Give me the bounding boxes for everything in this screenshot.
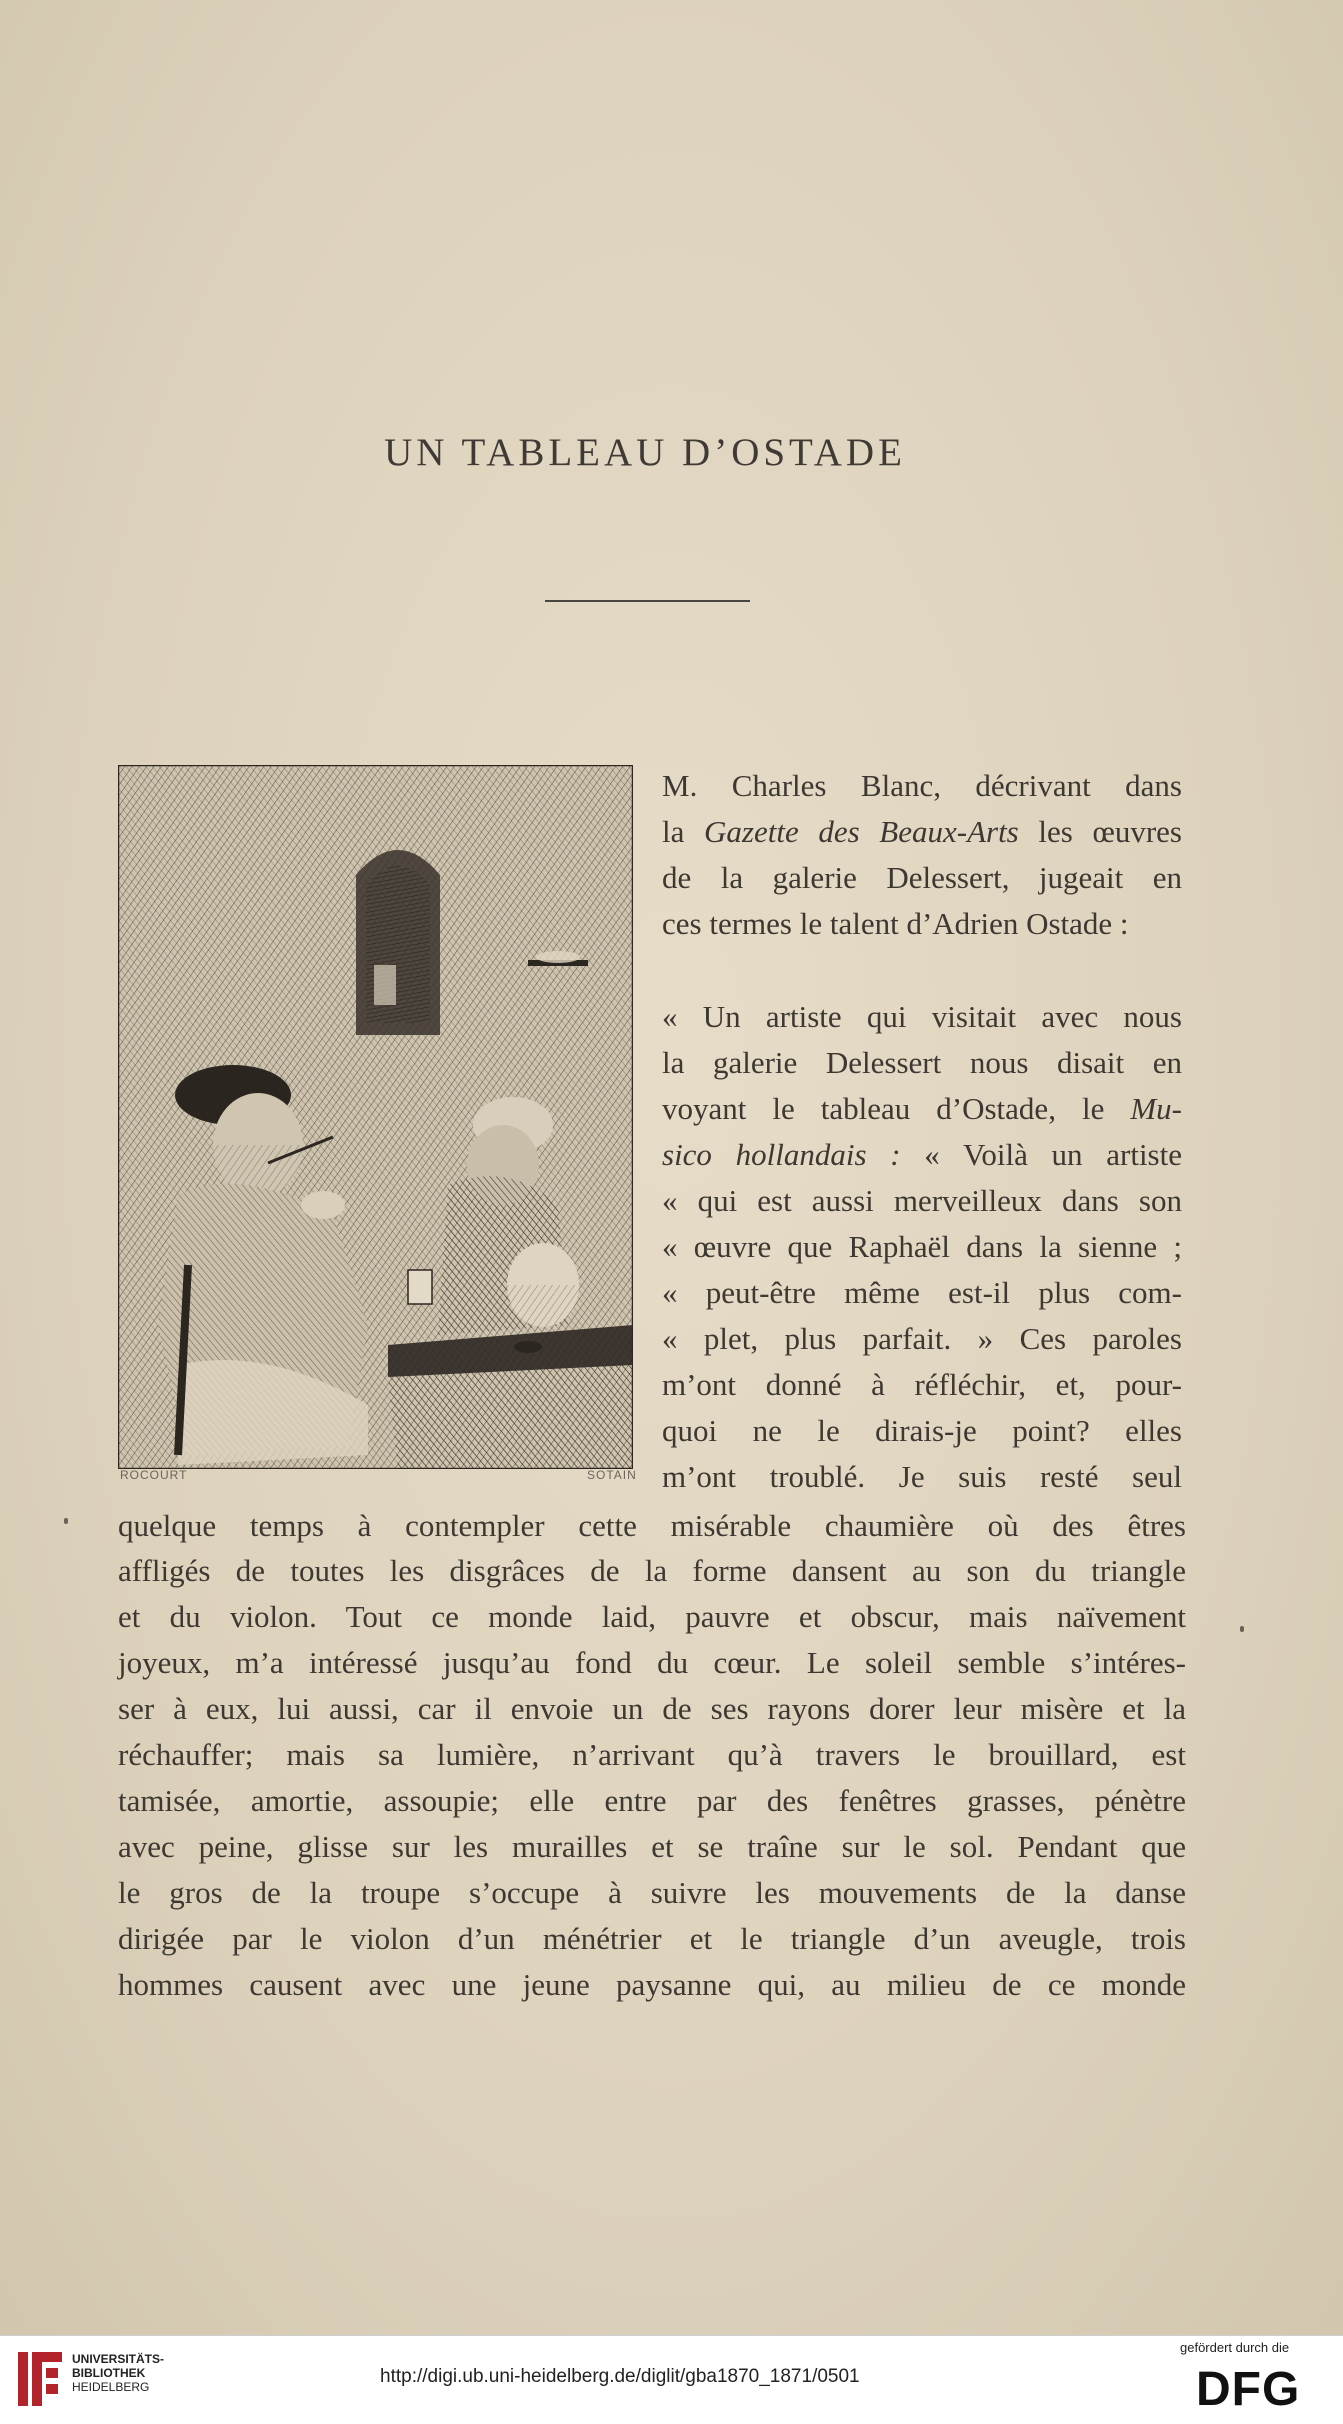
text-line — [662, 1270, 1182, 1316]
text-line — [662, 1362, 1182, 1408]
text-line — [118, 1732, 1186, 1778]
text-line — [118, 1686, 1186, 1732]
text-run: « œuvre que Raphaël dans la sienne ; — [662, 1229, 1182, 1264]
italic-text: Mu- — [1130, 1091, 1182, 1126]
text-line — [118, 1962, 1186, 2008]
text-line — [662, 809, 1182, 855]
text-run: la galerie Delessert nous disait en — [662, 1045, 1182, 1080]
text-run: « qui est aussi merveilleux dans son — [662, 1183, 1182, 1218]
text-run: et du violon. Tout ce monde laid, pauvre et obscur, mais naïvement — [118, 1599, 1186, 1634]
text-line — [662, 994, 1182, 1040]
text-run: la — [662, 814, 705, 849]
text-line — [662, 1224, 1182, 1270]
text-line — [662, 1178, 1182, 1224]
permalink-url[interactable]: http://digi.ub.uni-heidelberg.de/diglit/gba1870_1871/0501 — [380, 2366, 860, 2387]
text-line — [662, 1132, 1182, 1178]
text-run: « plet, plus parfait. » Ces paroles — [662, 1321, 1182, 1356]
text-run: de la galerie Delessert, jugeait en — [662, 860, 1182, 895]
ink-mark — [1240, 1626, 1244, 1632]
text-line — [118, 1824, 1186, 1870]
text-line — [118, 1640, 1186, 1686]
italic-text: sico hollandais : — [662, 1137, 901, 1172]
text-line — [662, 1454, 1182, 1500]
university-library-name: UNIVERSITÄTS- BIBLIOTHEK HEIDELBERG — [72, 2352, 165, 2394]
text-run: affligés de toutes les disgrâces de la forme dansent au son du triangle — [118, 1553, 1186, 1588]
text-run: le gros de la troupe s’occupe à suivre les mouvements de la danse — [118, 1875, 1186, 1910]
text-run: m’ont donné à réfléchir, et, pour- — [662, 1367, 1182, 1402]
text-run: avec peine, glisse sur les murailles et se traîne sur le sol. Pendant que — [118, 1829, 1186, 1864]
ink-mark — [64, 1518, 68, 1524]
text-line — [662, 1040, 1182, 1086]
text-run: dirigée par le violon d’un ménétrier et le triangle d’un aveugle, trois — [118, 1921, 1186, 1956]
text-run: ser à eux, lui aussi, car il envoie un de ses rayons dorer leur misère et la — [118, 1691, 1186, 1726]
italic-text: Gazette des Beaux-Arts — [704, 814, 1019, 849]
text-line — [118, 1916, 1186, 1962]
engraver-credit-right: SOTAIN — [587, 1468, 637, 1482]
text-line — [118, 1548, 1186, 1594]
funding-label: gefördert durch die — [1180, 2340, 1290, 2355]
engraver-credit-left: ROCOURT — [120, 1468, 188, 1482]
text-run: hommes causent avec une jeune paysanne qui, au milieu de ce monde — [118, 1967, 1186, 2002]
text-run: quelque temps à contempler cette misérable chaumière où des êtres — [118, 1508, 1186, 1543]
text-run: « peut-être même est-il plus com- — [662, 1275, 1182, 1310]
text-line — [662, 1408, 1182, 1454]
text-line — [118, 1594, 1186, 1640]
text-line — [118, 1778, 1186, 1824]
bleed-through-texture — [110, 100, 1220, 740]
text-run: les œuvres — [1018, 814, 1182, 849]
text-line — [662, 855, 1182, 901]
text-run: M. Charles Blanc, décrivant dans — [662, 768, 1182, 803]
text-run: joyeux, m’a intéressé jusqu’au fond du cœur. Le soleil semble s’intéres- — [118, 1645, 1186, 1680]
text-run: voyant le tableau d’Ostade, le — [662, 1091, 1131, 1126]
text-run: quoi ne le dirais-je point? elles — [662, 1413, 1182, 1448]
text-line — [662, 763, 1182, 809]
text-run: réchauffer; mais sa lumière, n’arrivant qu’à travers le brouillard, est — [118, 1737, 1186, 1772]
title-rule — [545, 600, 750, 602]
text-run: « Voilà un artiste — [900, 1137, 1182, 1172]
text-run: ces termes le talent d’Adrien Ostade : — [662, 906, 1129, 941]
text-run: « Un artiste qui visitait avec nous — [662, 999, 1182, 1034]
ostade-engraving — [118, 765, 633, 1469]
university-library-logo-icon — [14, 2346, 66, 2412]
dfg-logo: DFG — [1196, 2363, 1301, 2416]
text-line — [118, 1503, 1186, 1549]
text-line — [118, 1870, 1186, 1916]
text-line — [662, 1086, 1182, 1132]
text-line — [662, 1316, 1182, 1362]
text-line — [662, 901, 1182, 947]
text-run: tamisée, amortie, assoupie; elle entre par des fenêtres grasses, pénètre — [118, 1783, 1186, 1818]
article-title: UN TABLEAU D’OSTADE — [384, 431, 906, 474]
text-run: m’ont troublé. Je suis resté seul — [662, 1459, 1182, 1494]
